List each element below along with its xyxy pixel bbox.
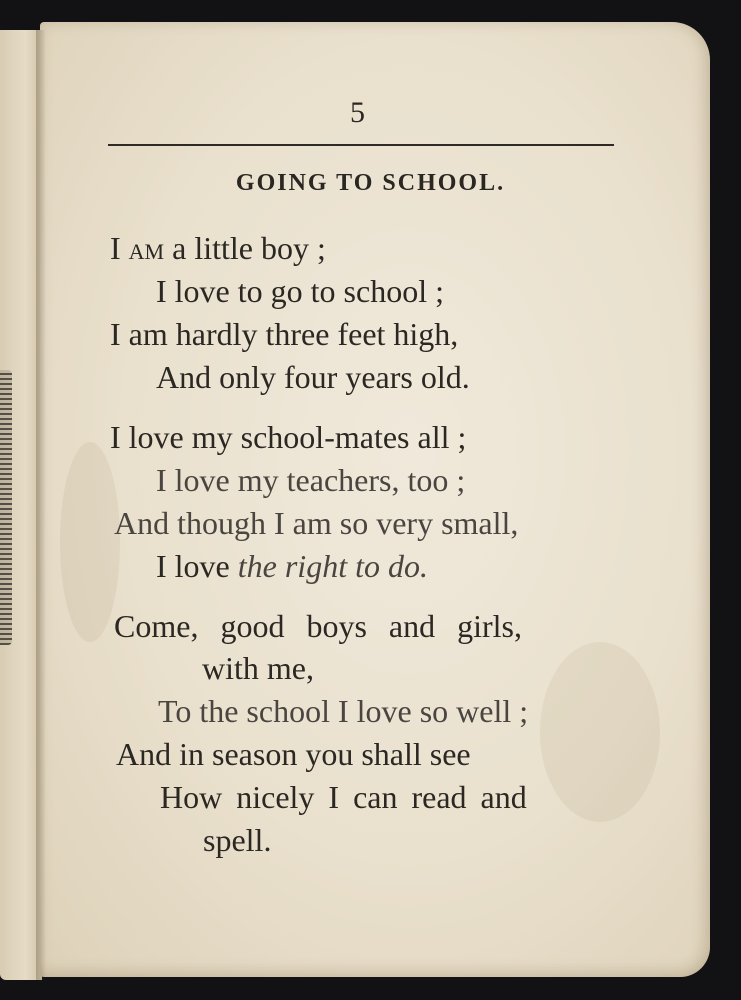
book-page	[40, 22, 710, 977]
page-stain	[540, 642, 660, 822]
verse-line: And only four years old.	[156, 359, 470, 395]
verse-line: To the school I love so well ;	[158, 693, 529, 729]
verse-line	[110, 232, 326, 264]
verse-line	[156, 550, 428, 582]
verse-italic-text: the right to do.	[237, 548, 428, 584]
verse-small-caps: am	[128, 230, 165, 266]
verse-line: How nicely I can read and	[160, 779, 527, 815]
left-page-illustration	[0, 370, 12, 645]
verse-line: Come, good boys and girls,	[114, 608, 522, 644]
verse-line: I am hardly three feet high,	[110, 316, 459, 352]
verse-initial: I	[110, 230, 129, 266]
page-stain	[60, 442, 120, 642]
verse-line: spell.	[203, 822, 272, 858]
page-number: 5	[350, 96, 365, 129]
verse-line: I love my teachers, too ;	[156, 462, 466, 498]
verse-text: a little boy ;	[164, 230, 326, 266]
verse-line: And in season you shall see	[116, 736, 471, 772]
verse-line: with me,	[202, 650, 314, 686]
verse-text: I love	[156, 548, 238, 584]
verse-line: I love to go to school ;	[156, 273, 444, 309]
verse-line: I love my school-mates all ;	[110, 419, 467, 455]
header-rule	[108, 144, 614, 146]
verse-line: And though I am so very small,	[114, 505, 519, 541]
poem-title: GOING TO SCHOOL.	[235, 170, 506, 196]
